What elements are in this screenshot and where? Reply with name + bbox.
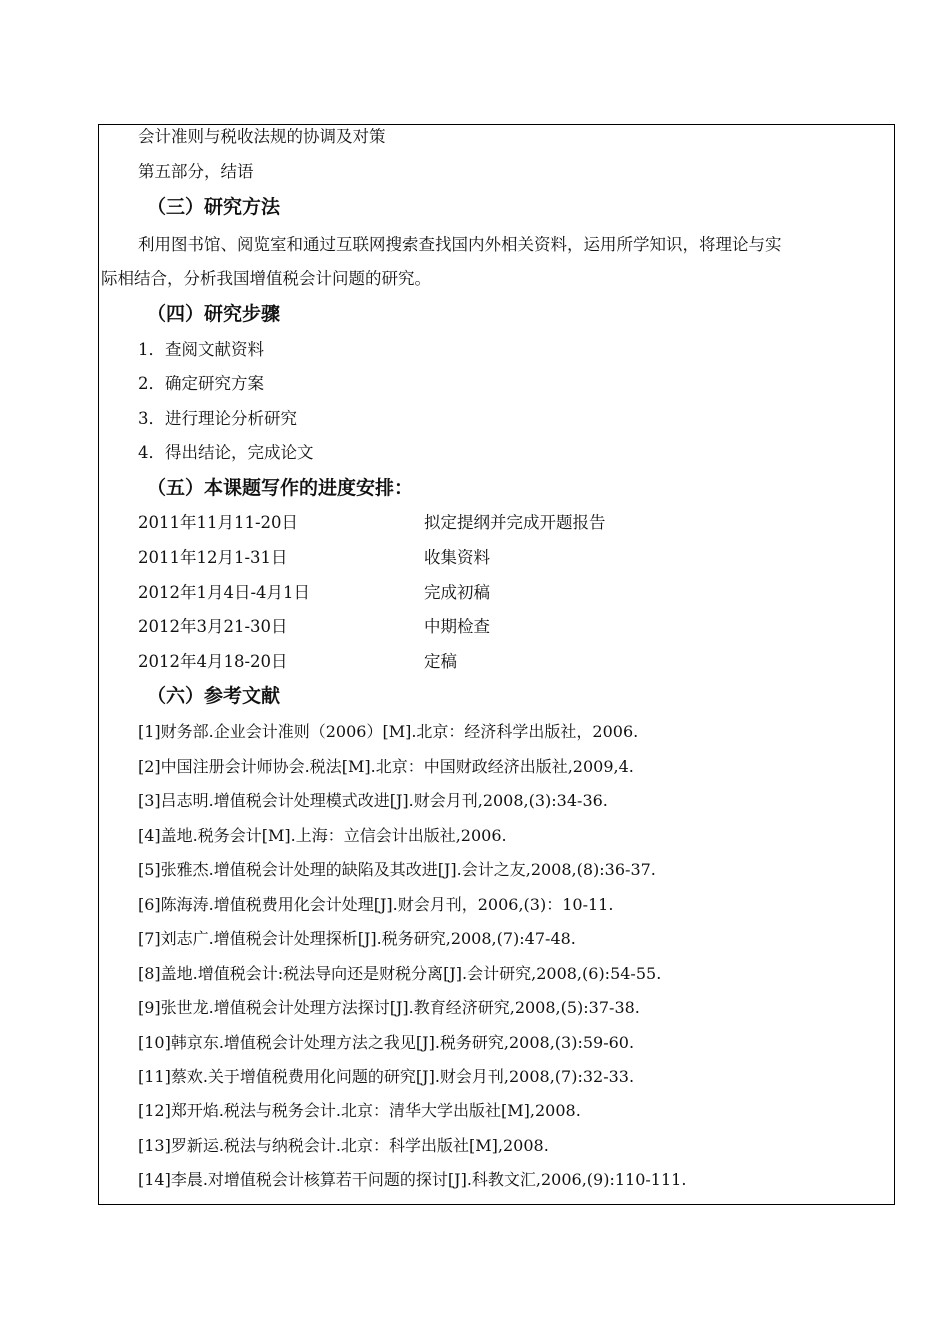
reference-item: [2]中国注册会计师协会.税法[M].北京：中国财政经济出版社,2009,4. bbox=[138, 757, 634, 776]
reference-item: [6]陈海涛.增值税费用化会计处理[J].财会月刊，2006,(3)：10-11. bbox=[138, 895, 614, 914]
reference-item: [5]张雅杰.增值税会计处理的缺陷及其改进[J].会计之友,2008,(8):36-37. bbox=[138, 860, 656, 879]
reference-item: [13]罗新运.税法与纳税会计.北京：科学出版社[M],2008. bbox=[138, 1136, 549, 1155]
schedule-task: 拟定提纲并完成开题报告 bbox=[424, 513, 606, 532]
research-step-item: 2．确定研究方案 bbox=[138, 374, 264, 393]
reference-item: [10]韩京东.增值税会计处理方法之我见[J].税务研究,2008,(3):59-60. bbox=[138, 1033, 635, 1052]
schedule-date: 2011年11月11-20日 bbox=[138, 513, 299, 532]
schedule-task: 中期检查 bbox=[424, 617, 490, 636]
reference-item: [9]张世龙.增值税会计处理方法探讨[J].教育经济研究,2008,(5):37-38. bbox=[138, 998, 640, 1017]
research-step-item: 3．进行理论分析研究 bbox=[138, 409, 297, 428]
part4-subtopic-line: 会计准则与税收法规的协调及对策 bbox=[138, 127, 386, 146]
research-methods-heading: （三）研究方法 bbox=[147, 196, 281, 218]
research-step-item: 4．得出结论，完成论文 bbox=[138, 443, 314, 462]
schedule-task: 完成初稿 bbox=[424, 583, 490, 602]
reference-item: [11]蔡欢.关于增值税费用化问题的研究[J].财会月刊,2008,(7):32-33. bbox=[138, 1067, 635, 1086]
reference-item: [14]李晨.对增值税会计核算若干问题的探讨[J].科教文汇,2006,(9):110-111. bbox=[138, 1170, 687, 1189]
schedule-task: 收集资料 bbox=[424, 548, 490, 567]
research-methods-paragraph-line-1: 利用图书馆、阅览室和通过互联网搜索查找国内外相关资料，运用所学知识，将理论与实 bbox=[138, 235, 782, 254]
reference-item: [8]盖地.增值税会计:税法导向还是财税分离[J].会计研究,2008,(6):54-55. bbox=[138, 964, 662, 983]
research-steps-heading: （四）研究步骤 bbox=[147, 303, 281, 325]
reference-item: [4]盖地.税务会计[M].上海：立信会计出版社,2006. bbox=[138, 826, 507, 845]
schedule-date: 2012年3月21-30日 bbox=[138, 617, 288, 636]
schedule-date: 2011年12月1-31日 bbox=[138, 548, 288, 567]
research-step-item: 1．查阅文献资料 bbox=[138, 340, 264, 359]
reference-item: [12]郑开焰.税法与税务会计.北京：清华大学出版社[M],2008. bbox=[138, 1101, 581, 1120]
reference-item: [3]吕志明.增值税会计处理模式改进[J].财会月刊,2008,(3):34-36. bbox=[138, 791, 608, 810]
reference-item: [7]刘志广.增值税会计处理探析[J].税务研究,2008,(7):47-48. bbox=[138, 929, 576, 948]
schedule-task: 定稿 bbox=[424, 652, 457, 671]
schedule-date: 2012年4月18-20日 bbox=[138, 652, 288, 671]
schedule-date: 2012年1月4日-4月1日 bbox=[138, 583, 311, 602]
schedule-heading: （五）本课题写作的进度安排： bbox=[147, 477, 414, 499]
part5-conclusion-line: 第五部分，结语 bbox=[138, 162, 254, 181]
research-methods-paragraph-line-2: 际相结合，分析我国增值税会计问题的研究。 bbox=[101, 269, 431, 288]
references-heading: （六）参考文献 bbox=[147, 685, 281, 707]
reference-item: [1]财务部.企业会计准则（2006）[M].北京：经济科学出版社，2006. bbox=[138, 722, 639, 741]
